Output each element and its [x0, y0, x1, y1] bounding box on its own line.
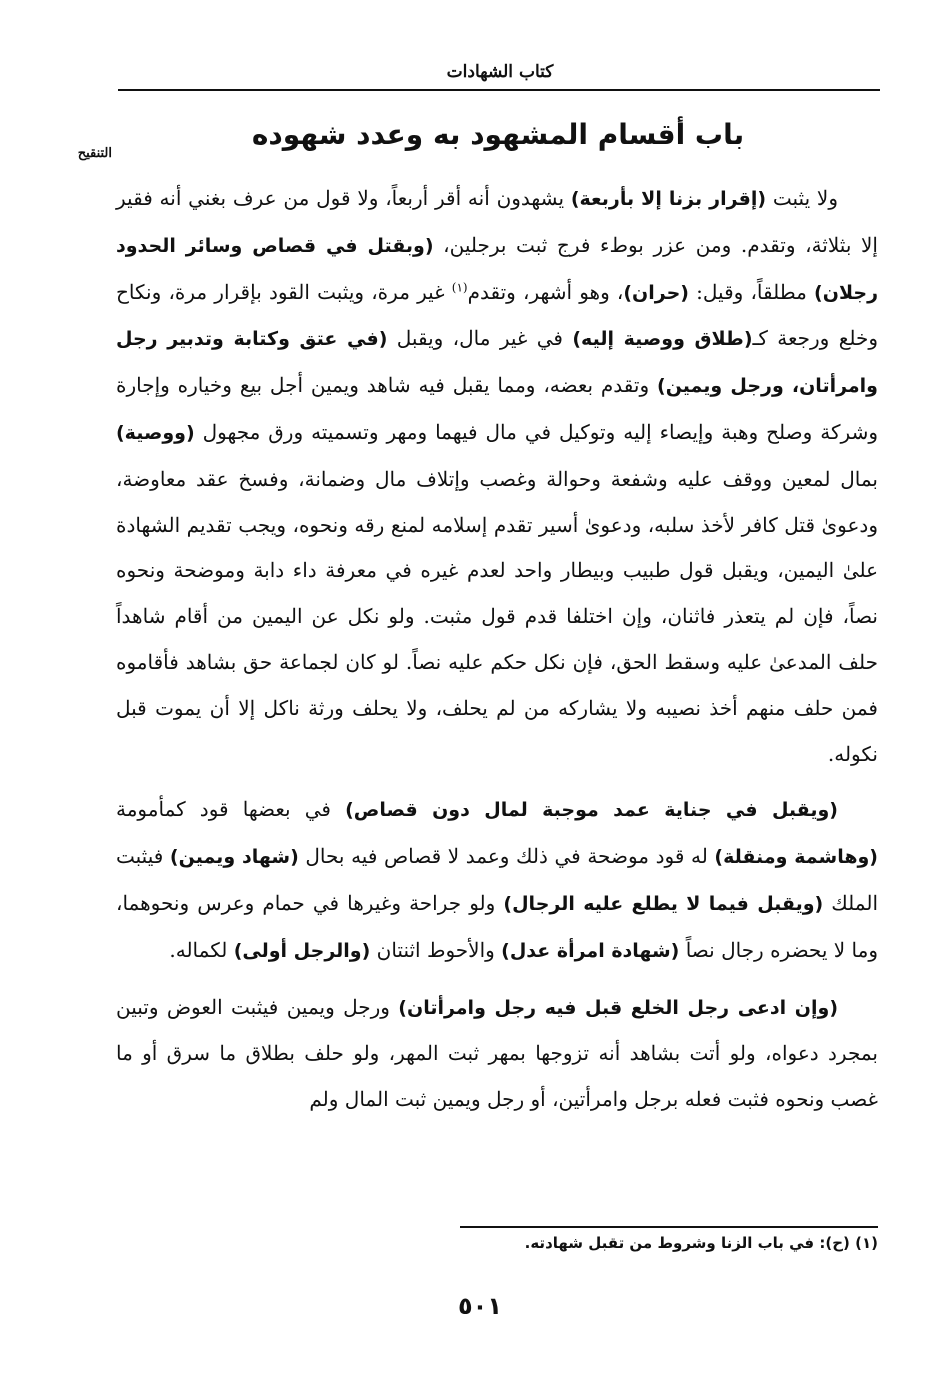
page-number: ٥٠١: [458, 1292, 502, 1320]
text-run: غير مرة، ويثبت القود بإقرار مرة، ونكاح وخلع ورجعة كـ: [116, 279, 878, 351]
bold-text-run: (وإن ادعى رجل الخلع قبل فيه رجل وامرأتان): [398, 996, 838, 1019]
footnote-reference: (١): [451, 279, 468, 294]
bold-text-run: (وبقتل في قصاص وسائر الحدود رجلان): [116, 234, 879, 304]
text-run: يشهدون أنه أقر أربعاً، ولا قول من عرف بغني أنه فقير إلا بثلاثة، وتقدم. ومن عزر بوطء فرج ثبت برجلين،: [116, 186, 878, 257]
footnote-text: في باب الزنا وشروط من تقبل شهادته.: [524, 1234, 815, 1252]
text-run: في بعضها قود كمأمومة: [116, 797, 346, 822]
text-run: ولو جراحة وغيرها في حمام وعرس ونحوهما، وما لا يحضره رجال نصاً: [116, 890, 878, 962]
bold-text-run: (والرجل أولى): [233, 939, 371, 962]
footnote-rule: [460, 1226, 878, 1228]
text-run: مطلقاً، وقيل:: [688, 279, 815, 304]
bold-text-run: (وهاشمة ومنقلة): [714, 846, 878, 869]
body-text: [116, 176, 878, 1133]
text-run: بمال لمعين ووقف عليه وشفعة وحوالة وغصب وإتلاف مال وضمانة، وفسخ عقد معاوضة، ودعوىٰ قتل كافر لأخذ سلبه، ودعوىٰ أسير تقدم إسلامه لمنع رقه ونحوه، ويجب تقديم الشهادة علىٰ اليمين، ويقبل قول طبيب وبيطار واحد لعدم غيره في معرفة داء دابة وموضحة ونحوه نصاً، فإن لم يتعذر فاثنان، وإن اختلفا قدم قول مثبت. ولو نكل عن اليمين من أقام شاهداً حلف المدعىٰ عليه وسقط الحق، فإن نكل حكم عليه نصاً. لو كان لجماعة حق بشاهد فأقاموه فمن حلف منهم أخذ نصيبه ولا يشاركه من لم يحلف، ولا يحلف ورثة ناكل إلا أن يموت قبل نكوله.: [116, 466, 878, 766]
bold-text-run: (ويقبل في جناية عمد موجبة لمال دون قصاص): [345, 799, 838, 822]
header-rule: [118, 89, 880, 91]
text-run: في غير مال، ويقبل: [387, 326, 573, 351]
footnote-number: (١): [855, 1234, 878, 1252]
bold-text-run: (إقرار بزنا إلا بأربعة): [570, 188, 767, 210]
bold-text-run: (في عتق وكتابة وتدبير رجل وامرأتان، ورجل ويمين): [116, 328, 878, 398]
footnote: [300, 1234, 878, 1252]
bold-text-run: (حران): [623, 281, 689, 304]
text-run: وتقدم بعضه، ومما يقبل فيه شاهد ويمين أجل بيع وخياره وإجارة وشركة وصلح وهبة وإيصاء إليه وتوكيل في مال فيهما ومهر وتسميته ورق مجهول: [116, 373, 878, 444]
text-run: والأحوط اثنتان: [370, 937, 502, 962]
bold-text-run: (شهادة امرأة عدل): [501, 939, 680, 962]
paragraph: [116, 176, 878, 777]
side-label: التنقيح: [77, 146, 112, 161]
bold-text-run: (ووصية): [116, 421, 195, 444]
bold-text-run: (ويقبل فيما لا يطلع عليه الرجال): [503, 892, 824, 915]
text-run: فيثبت الملك: [116, 844, 878, 915]
paragraph: [116, 985, 878, 1123]
paragraph: [116, 787, 878, 974]
running-head: كتاب الشهادات: [446, 62, 554, 82]
text-run: له قود موضحة في ذلك وعمد لا قصاص فيه بحال: [298, 844, 715, 869]
text-run: ولا يثبت: [766, 186, 838, 210]
chapter-title: باب أقسام المشهود به وعدد شهوده: [251, 118, 745, 151]
text-run: ، وهو أشهر، وتقدم: [467, 279, 624, 304]
bold-text-run: (طلاق ووصية إليه): [572, 328, 753, 351]
footnote-source: (ح):: [819, 1234, 850, 1252]
text-run: لكماله.: [169, 937, 234, 962]
text-run: ورجل ويمين فيثبت العوض وتبين بمجرد دعواه، ولو أتت بشاهد أنه تزوجها بمهر ثبت المهر، ولو حلف بطلاق ما سرق أو ما غصب ونحوه فثبت فعله برجل وامرأتين، أو رجل ويمين ثبت المال ولم: [116, 994, 878, 1112]
bold-text-run: (شهاد ويمين): [169, 846, 299, 869]
